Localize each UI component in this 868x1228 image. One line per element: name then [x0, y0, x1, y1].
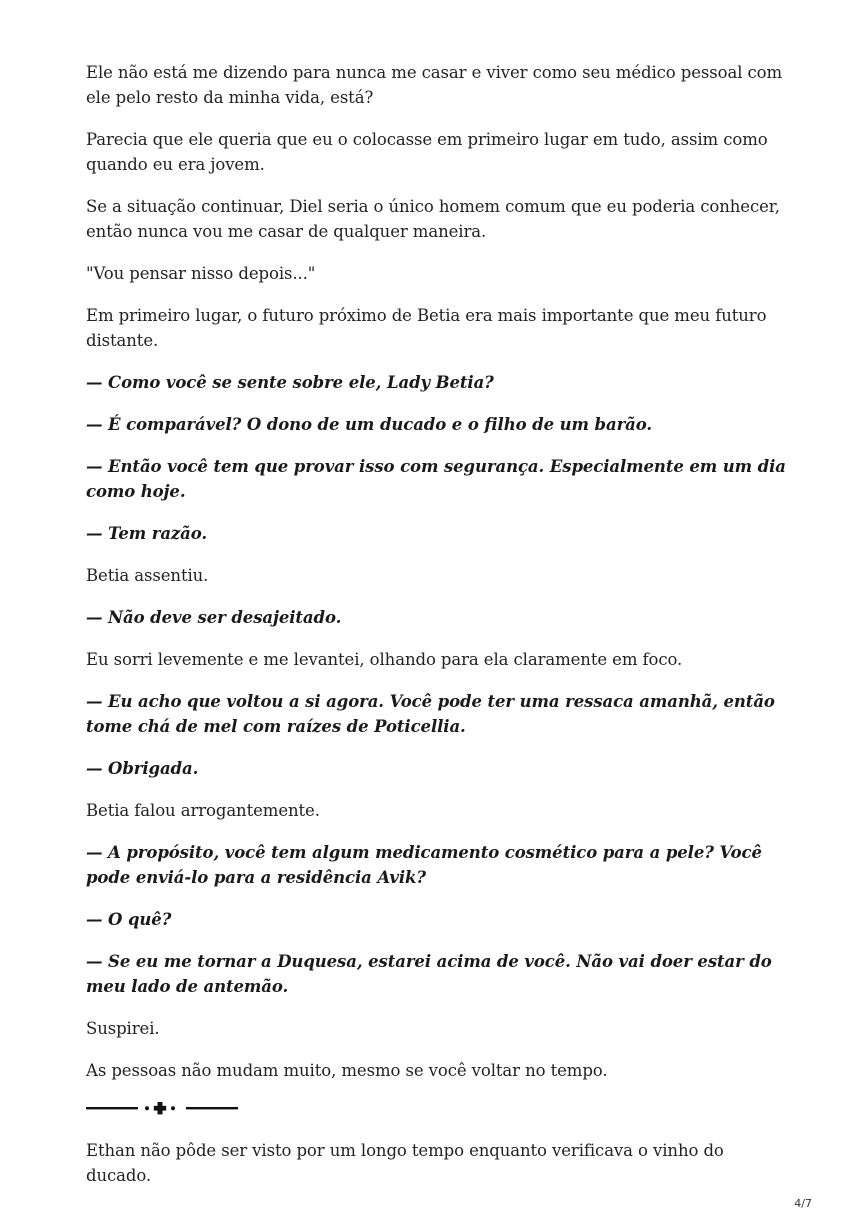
dialog-line: — Não deve ser desajeitado. [86, 608, 342, 627]
ornamental-cross-divider-icon [86, 1098, 238, 1118]
paragraph: Suspirei. [86, 1019, 160, 1038]
dialog-line: — Tem razão. [86, 524, 208, 543]
paragraph: Se a situação continuar, Diel seria o único homem comum que eu poderia conhecer, então nunca vou me casar de qualquer maneira. [86, 197, 780, 241]
dialog-line: — Como você se sente sobre ele, Lady Betia? [86, 373, 494, 392]
paragraph: Betia assentiu. [86, 566, 209, 585]
dialog-line: — Se eu me tornar a Duquesa, estarei acima de você. Não vai doer estar do meu lado de antemão. [86, 952, 772, 996]
dialog-line: — Eu acho que voltou a si agora. Você pode ter uma ressaca amanhã, então tome chá de mel com raízes de Poticellia. [86, 692, 775, 736]
paragraph: Parecia que ele queria que eu o colocasse em primeiro lugar em tudo, assim como quando eu era jovem. [86, 130, 768, 174]
dialog-line: — O quê? [86, 910, 172, 929]
paragraph: Em primeiro lugar, o futuro próximo de Betia era mais importante que meu futuro distante. [86, 306, 767, 350]
dialog-line: — Obrigada. [86, 759, 199, 778]
dialog-line: — É comparável? O dono de um ducado e o filho de um barão. [86, 415, 653, 434]
closing-paragraph: Ethan não pôde ser visto por um longo tempo enquanto verificava o vinho do ducado. [86, 1141, 724, 1185]
paragraph: Betia falou arrogantemente. [86, 801, 320, 820]
paragraph: "Vou pensar nisso depois..." [86, 264, 316, 283]
dialog-line: — A propósito, você tem algum medicamento cosmético para a pele? Você pode enviá-lo para a residência Avik? [86, 843, 762, 887]
paragraph: Eu sorri levemente e me levantei, olhando para ela claramente em foco. [86, 650, 683, 669]
dialog-line: — Então você tem que provar isso com segurança. Especialmente em um dia como hoje. [86, 457, 786, 501]
paragraph: Ele não está me dizendo para nunca me casar e viver como seu médico pessoal com ele pelo resto da minha vida, está? [86, 63, 783, 107]
section-divider [86, 1098, 238, 1118]
document-body [86, 60, 786, 1100]
paragraph: As pessoas não mudam muito, mesmo se você voltar no tempo. [86, 1061, 608, 1080]
page-number: 4/7 [794, 1197, 812, 1210]
